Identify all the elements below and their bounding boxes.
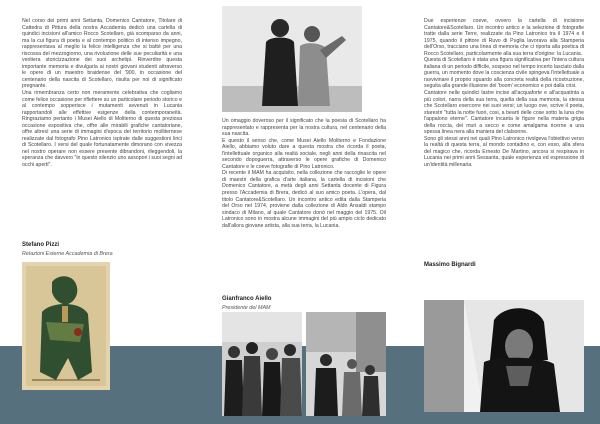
etching-print-image	[22, 262, 110, 390]
elderly-woman-portrait-photo	[424, 300, 584, 412]
signature-name-bignardi: Massimo Bignardi	[424, 262, 476, 268]
column3-text: Due esperienze coeve, ovvero la cartella di incisione Cantatore&Scotellaro. Un incontro antico e la selezione di fotografie tratte dalla serie Terre, realizzate da Pino Latronico tra il 1974 e il 1975, quando il pittore di Ruvo di Puglia lavorava alla Stamperia dell'Orso, tracciano una linea di memoria che ci riporta alla poetica di Rocco Scotellaro, particolarmente alla sua terra d'origine: la Lucania. Questa di Scotellaro è stata una figura significativa per l'intera cultura italiana di un periodo difficile, sospeso nel tempo incerto lasciato dalla guerra, un momento dove la coscienza civile spingeva l'intellettuale a ravvivinare il proprio sguardo alla concreta realtà della ricostruzione, seguita alla grande illusione del 'boom' economico e poi dalla crisi. Cantatore nelle quindici lastre incise all'acquaforte e all'acquatinta a più colori, narra della sua terra, quella della sua memoria, la stessa che Scotellaro esercorre nei suoi versi; un luogo ove, scrive il poeta, starestri "tutta la notte fuori, cosi, a bearti delle cose sotto la luna che l'appalono eterne". Cantatore incanta le figure nella materia grigia della roccia, dei muri a secco e come amalgama ricerne a una spessa linea nera alla maniera del clalsonne. Sono gli stessi anni nei quali Pino Latronico rivolgeva l'obiettivo verso la realtà di questa terra, al mondo contadino e, con esso, alla sfera del magico che, ricorda Ernesto De Martino, ancora si respirava in Lucania nei primi anni Sessanta, quale esperienza ed espressione di un'identità millenaria.	[424, 18, 584, 169]
signature-name-aiello: Gianfranco Aiello	[222, 296, 272, 302]
column1-text: Nel corso dei primi anni Settanta, Domenico Cantatore, Titolare di Cattedra di Pittura della nostra Accademia dedicò una cartella di quindici incisioni all'amico Rocco Scotellaro, già scomparso da anni, ma la cui figura di poeta e al contempo politico di intenso impegno, rappresentava al meglio la felice intelligenza che si batté per una riscossa del mezzogiorno, una rivoluzione delle sue peculiarità e una veritiera storicizzazione dei suoi archetipi. Rinverdire questa importante memoria e divulgarla ai nostri giovani studenti attraverso le opere di un maestro braidense del '900, in occasione del centenario della nascita di Scotellaro, risulta per noi di significato pregnante. Una rimembranza certo non meramente celebrativa che cogliamo come felice occasione per riflettere su un particolare periodo storico e al contempo sopperisce i mutamenti avvenuti in Lucania rapportandoli alle effettive esigenze della contemporaneità. Ringraziamo pertanto i Musei Aiello di Moliterno di questa preziosa occasione espositiva che, offre alle mirabili grafiche cantatoriane, offre altresì una serie di immagini d'epoca del territorio molliternese realizzate dal fotografo Pino Latronico ispirate dalle suggestioni lirici di Scotellaro. I versi del quale fortunatamente dimorano con vivezza nel nostro operare non essere presente dibrandoni, rileggendoli, la speranza che davvero "in questo silenzio uno assopori i suoi segni ad occhi aperti".	[22, 18, 182, 169]
signature-role-aiello: Presidente del MAM	[222, 305, 271, 311]
column2-text: Un omaggio doveroso per il significato che la poesia di Scotellaro ha rappresentato e rappresenta per la nostra cultura, nel centenario della sua nascita. E questo il senso che, come Musei Aiello Moliterno e Fondazione Aiello, abbiamo voluto dare a questa mostra che ricorda il poeta, l'intellettuale organico alla realtà sociale, negli anni della rinascita nel secondo dopoguerra, attraverso le opere grafiche di Domenico Cantatore e le coeve fotografie di Pino Latronico. Di recente il MAM ha acquisito, nella collezione che raccoglie le opere di maestri della grafica d'arte italiana, la cartella di incisioni che Domenico Cantatore, a metà degli anni Settanta docente di Figura presso l'Accademia di Brera, dedicò al suo amico poeta. L'opera, dal titolo Cantatore&Scotellaro. Un incontro antico edita dalla Stamperia del Orso nel 1974, proviene dalla collezione di Aldo Ansaldi stampo sindaco di Milano, al quale Cantatore donò nel maggio del 1975. Oil Latronico sono in mostra alcune immagini del più ampio ciclo dedicato dall'allora giovane artista, alla sua terra, la Lucania.	[222, 118, 386, 229]
signature-role-pizzi: Relazioni Esterne Accademia di Brera	[22, 251, 113, 257]
signature-name-pizzi: Stefano Pizzi	[22, 242, 60, 248]
street-people-photo	[306, 312, 386, 416]
women-group-photo	[222, 6, 362, 112]
procession-crowd-photo	[222, 312, 302, 416]
